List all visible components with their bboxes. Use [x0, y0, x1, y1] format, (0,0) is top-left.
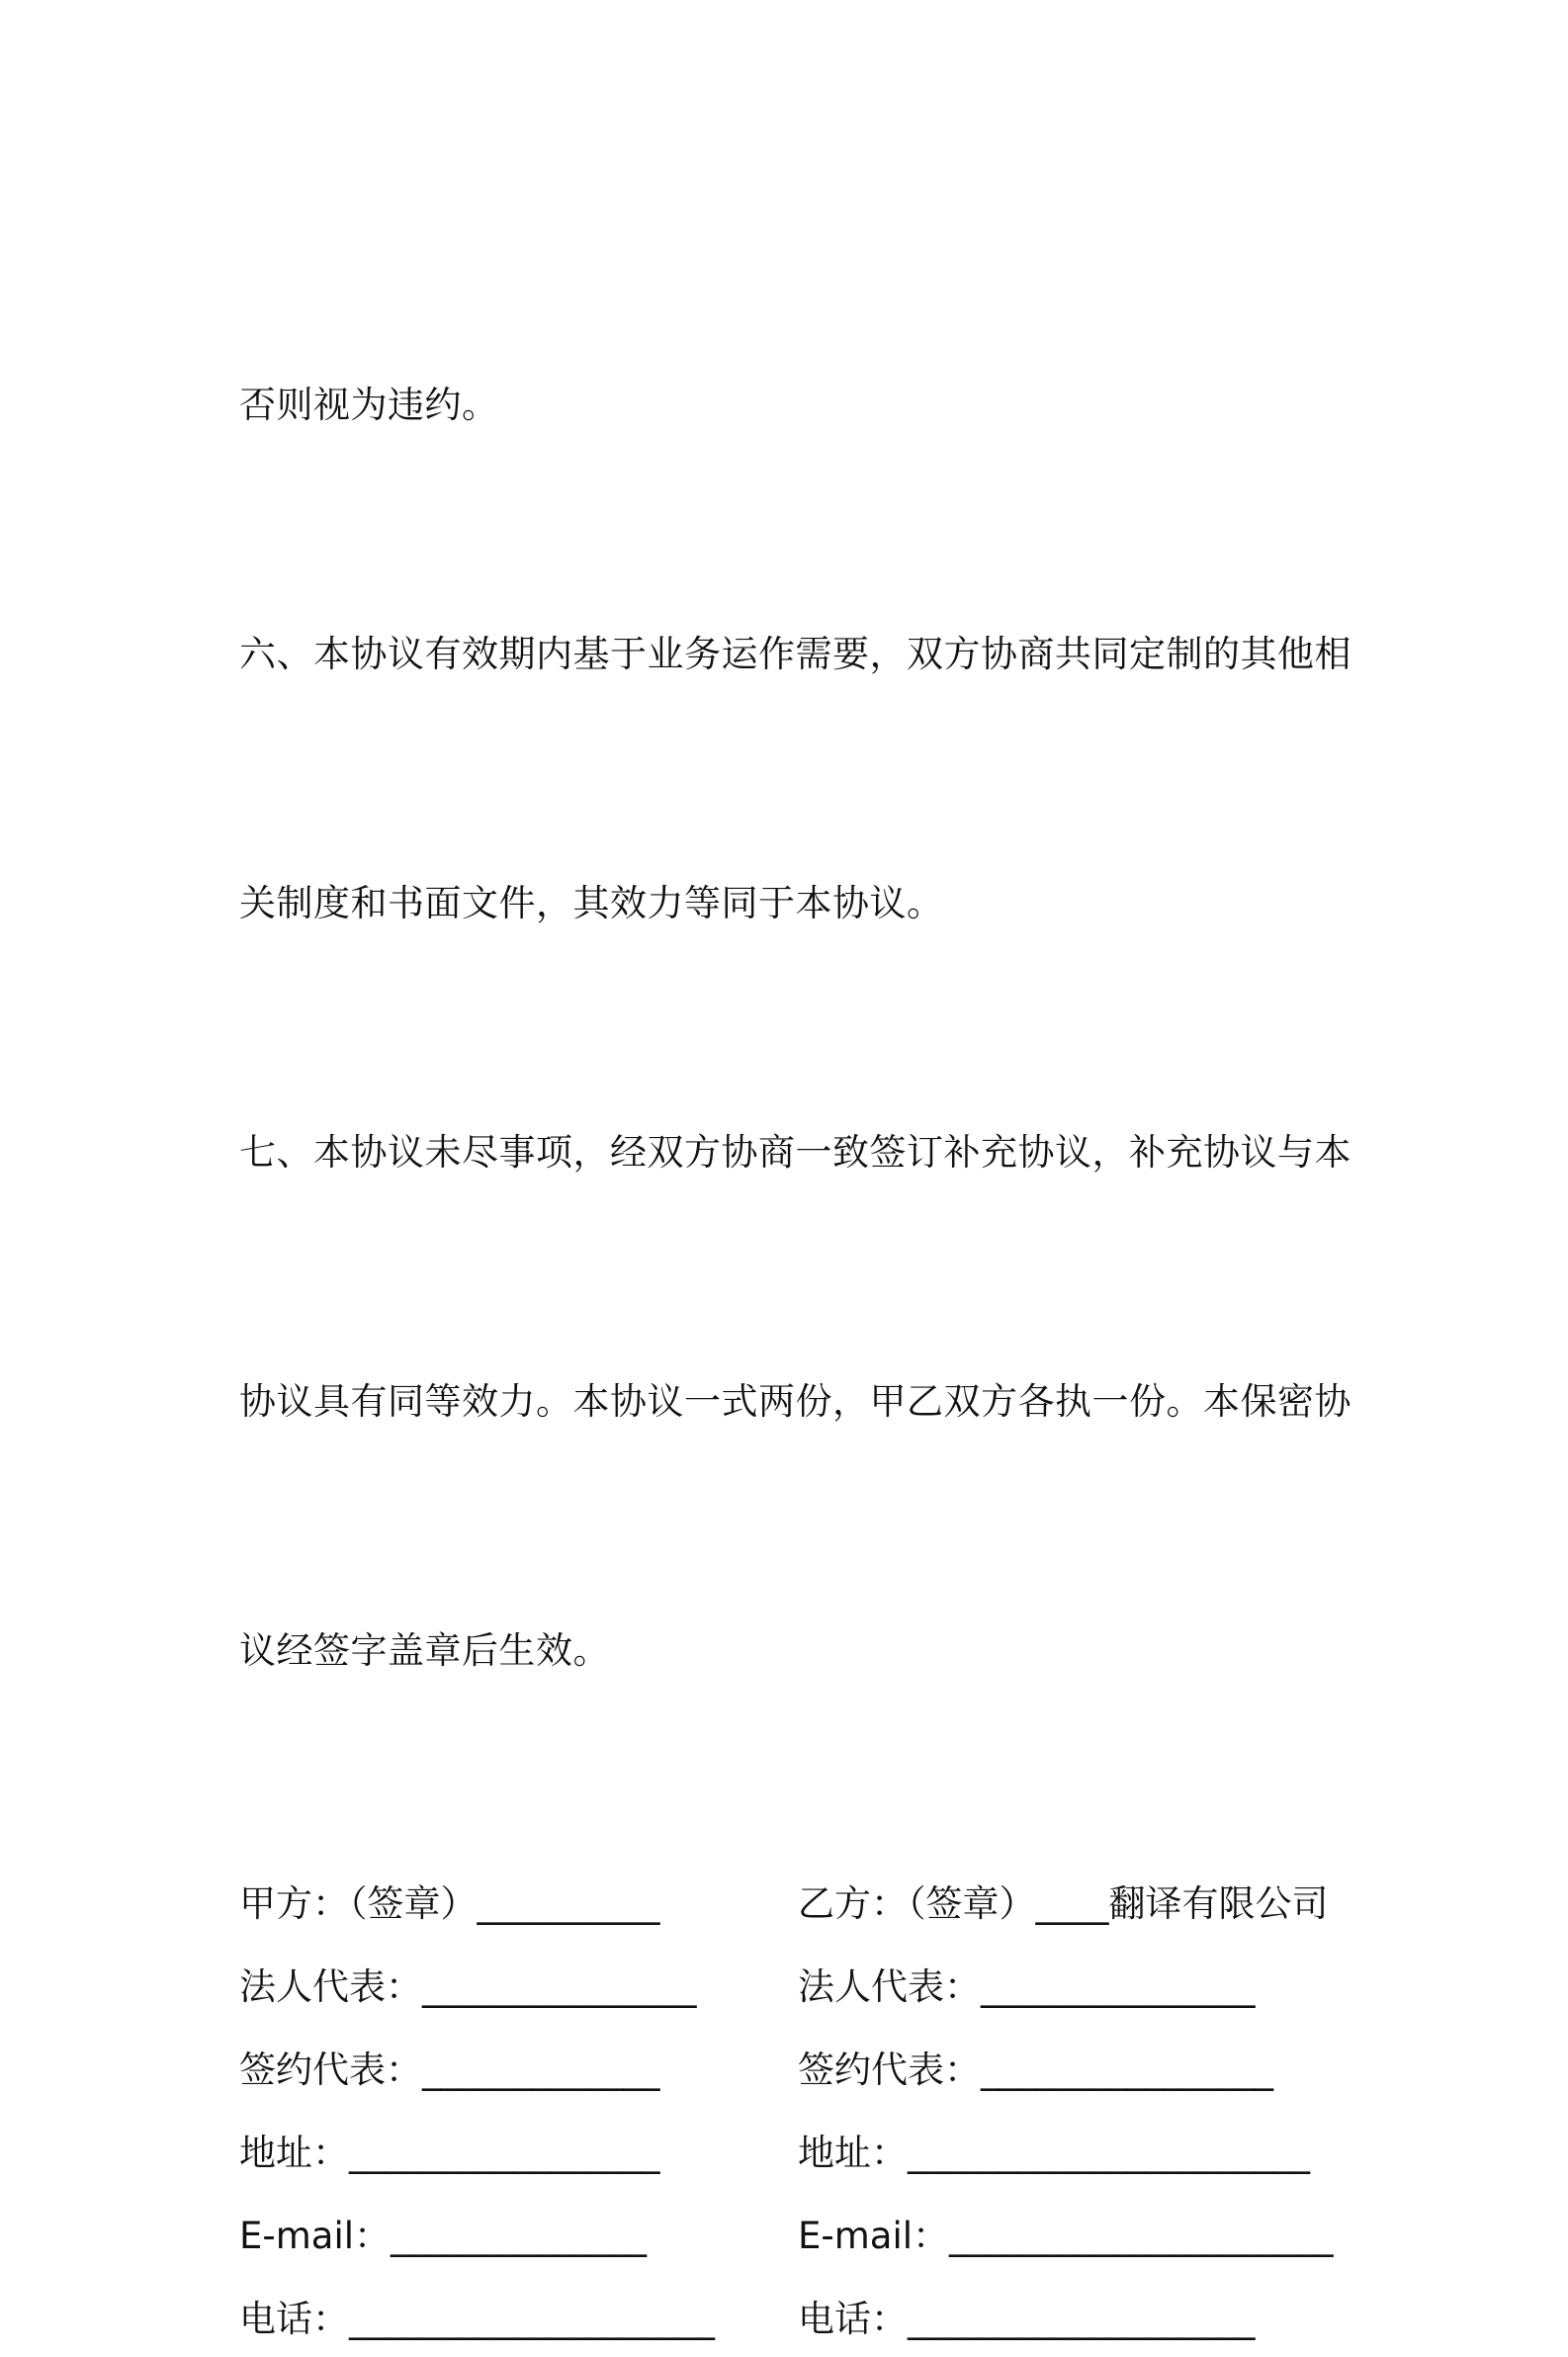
party-b-seal-field: 乙方：（签章）____翻译有限公司: [798, 1882, 1329, 1925]
party-a-phone-field: 电话：____________________: [239, 2298, 715, 2340]
party-a-signing-rep-field: 签约代表：_____________: [239, 2049, 660, 2091]
signature-row-phone: [239, 2274, 1347, 2357]
party-a-legal-rep-field: 法人代表：_______________: [239, 1965, 697, 2008]
signature-row-legal-rep: [239, 1942, 1347, 2025]
signature-row-signing-rep: [239, 2025, 1347, 2108]
body-line: 协议具有同等效力。本协议一式两份，甲乙双方各执一份。本保密协: [239, 1380, 1351, 1423]
party-a-address-field: 地址：_________________: [239, 2132, 660, 2174]
agreement-body-text: [239, 198, 1351, 1859]
body-line: 否则视为违约。: [239, 384, 499, 426]
party-b-legal-rep-field: 法人代表：_______________: [798, 1965, 1256, 2008]
body-line: 六、本协议有效期内基于业务运作需要，双方协商共同定制的其他相: [239, 633, 1351, 675]
body-line: 七、本协议未尽事项，经双方协商一致签订补充协议，补充协议与本: [239, 1131, 1351, 1174]
party-b-signing-rep-field: 签约代表：________________: [798, 2049, 1273, 2091]
body-line: 议经签字盖章后生效。: [239, 1629, 610, 1672]
party-b-email-field: E-mail：_____________________: [798, 2215, 1334, 2257]
signature-row-seal: [239, 1859, 1347, 1942]
signature-row-email: [239, 2191, 1347, 2274]
party-b-address-field: 地址：______________________: [798, 2132, 1310, 2174]
party-a-seal-field: 甲方：（签章）__________: [239, 1882, 660, 1925]
signature-block: [239, 1859, 1347, 2357]
party-a-email-field: E-mail：______________: [239, 2215, 648, 2257]
signature-row-address: [239, 2108, 1347, 2191]
document-content: [239, 198, 1351, 2357]
party-b-phone-field: 电话：___________________: [798, 2298, 1256, 2340]
body-line: 关制度和书面文件，其效力等同于本协议。: [239, 882, 944, 924]
